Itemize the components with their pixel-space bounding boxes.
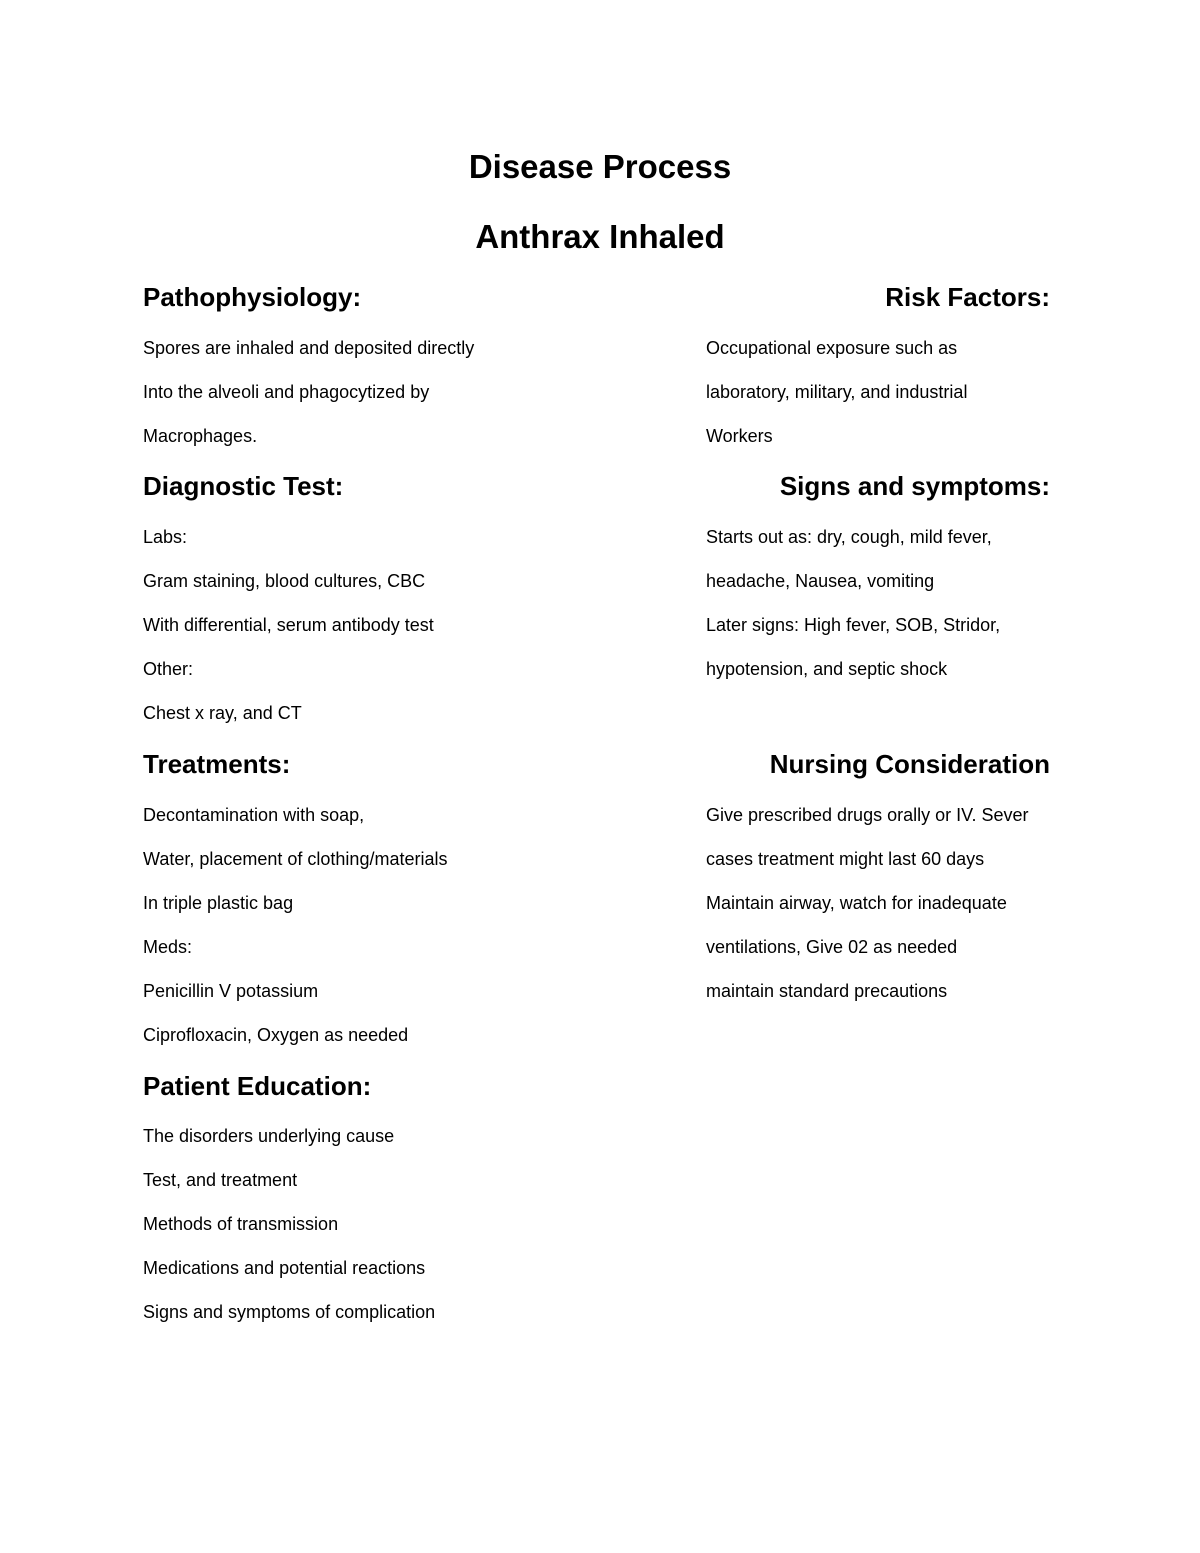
list-item: Water, placement of clothing/materials	[143, 849, 448, 869]
list-item: Penicillin V potassium	[143, 981, 319, 1001]
list-item: Test, and treatment	[143, 1170, 298, 1190]
list-item: Decontamination with soap,	[143, 805, 365, 825]
list-item: Into the alveoli and phagocytized by	[143, 382, 430, 402]
list-item: Later signs: High fever, SOB, Stridor,	[706, 615, 1001, 635]
list-item: Maintain airway, watch for inadequate	[706, 893, 1007, 913]
pathophysiology-heading: Pathophysiology:	[143, 282, 362, 312]
list-item: Starts out as: dry, cough, mild fever,	[706, 527, 992, 547]
list-item: With differential, serum antibody test	[143, 615, 434, 635]
document-subtitle: Anthrax Inhaled	[475, 218, 725, 255]
list-item: Medications and potential reactions	[143, 1258, 426, 1278]
list-item: hypotension, and septic shock	[706, 659, 948, 679]
list-item: Give prescribed drugs orally or IV. Sever	[706, 805, 1029, 825]
document-title: Disease Process	[468, 148, 732, 185]
list-item: Macrophages.	[143, 426, 258, 446]
risk-factors-heading: Risk Factors:	[885, 282, 1050, 312]
patient-education-list	[143, 1125, 435, 1345]
list-item: Gram staining, blood cultures, CBC	[143, 571, 426, 591]
list-item: cases treatment might last 60 days	[706, 849, 985, 869]
list-item: Spores are inhaled and deposited directly	[143, 338, 475, 358]
list-item: In triple plastic bag	[143, 893, 294, 913]
patient-education-heading: Patient Education:	[143, 1071, 372, 1101]
diagnostic-test-heading: Diagnostic Test:	[143, 471, 344, 501]
treatments-heading: Treatments:	[143, 749, 291, 779]
list-item: ventilations, Give 02 as needed	[706, 937, 958, 957]
list-item: Chest x ray, and CT	[143, 703, 302, 723]
nursing-consideration-list	[706, 804, 1028, 1024]
list-item: Meds:	[143, 937, 193, 957]
list-item: Labs:	[143, 527, 188, 547]
list-item: Workers	[706, 426, 773, 446]
diagnostic-test-list	[143, 526, 434, 746]
signs-symptoms-list	[706, 526, 1000, 702]
list-item: Methods of transmission	[143, 1214, 339, 1234]
list-item: headache, Nausea, vomiting	[706, 571, 935, 591]
list-item: maintain standard precautions	[706, 981, 948, 1001]
list-item: Ciprofloxacin, Oxygen as needed	[143, 1025, 409, 1045]
list-item: Other:	[143, 659, 194, 679]
risk-factors-list	[706, 337, 967, 469]
list-item: laboratory, military, and industrial	[706, 382, 968, 402]
pathophysiology-list	[143, 337, 474, 469]
list-item: Signs and symptoms of complication	[143, 1302, 436, 1322]
list-item: The disorders underlying cause	[143, 1126, 395, 1146]
treatments-list	[143, 804, 447, 1068]
signs-symptoms-heading: Signs and symptoms:	[779, 471, 1050, 501]
list-item: Occupational exposure such as	[706, 338, 958, 358]
nursing-consideration-heading: Nursing Consideration	[769, 749, 1050, 779]
